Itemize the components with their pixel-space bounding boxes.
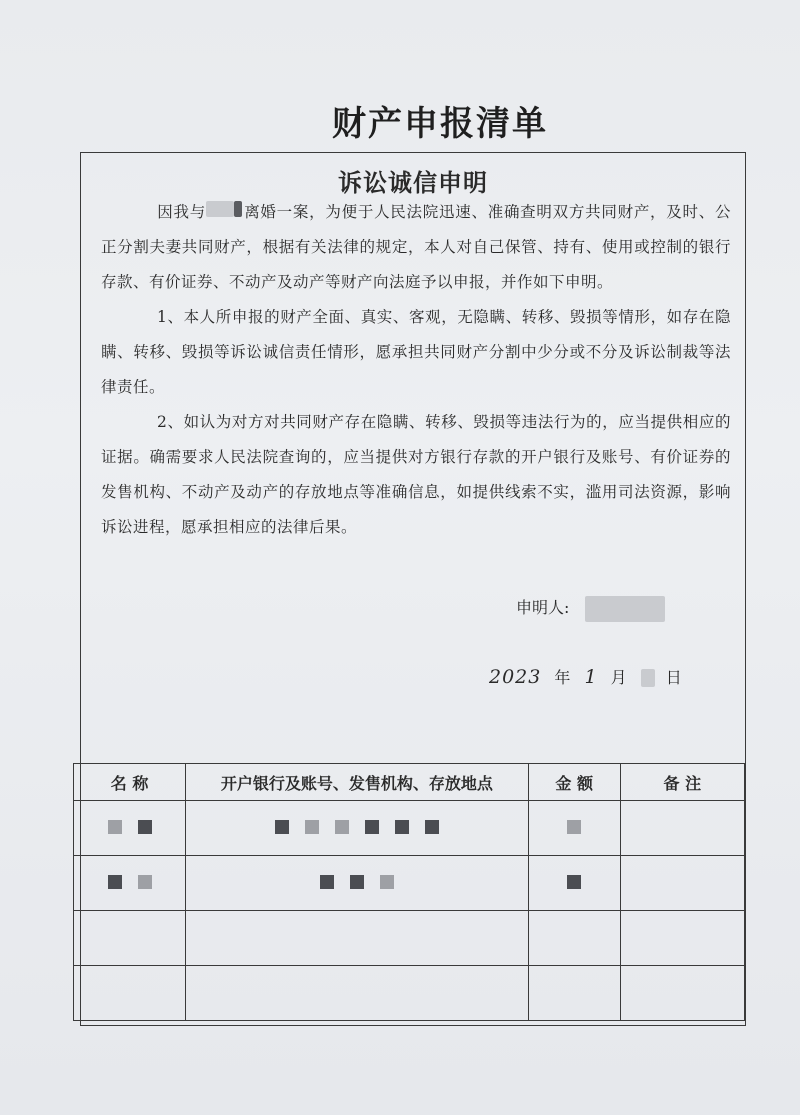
- table-row: [74, 911, 745, 966]
- signer-label: 申明人:: [516, 598, 570, 617]
- table-cell: [528, 966, 620, 1021]
- redacted-cell: [528, 801, 620, 856]
- table-row: [74, 856, 745, 911]
- redacted-cell: [186, 856, 529, 911]
- redacted-signature: [585, 596, 665, 622]
- table-cell: [620, 856, 744, 911]
- redacted-cell: [74, 801, 186, 856]
- declaration-subtitle: 诉讼诚信申明: [338, 169, 488, 197]
- table-cell: [620, 966, 744, 1021]
- redacted-name: [206, 201, 234, 217]
- paragraph-clause-2: [101, 405, 731, 545]
- table-header-row: [74, 764, 745, 801]
- paragraph-intro: [101, 195, 731, 300]
- intro-text: 离婚一案，为便于人民法院迅速、准确查明双方共同财产，及时、公正分割夫妻共同财产，根据有关法律的规定，本人对自己保管、持有、使用或控制的银行存款、有价证券、不动产及动产等财产向法庭予以申报，并作如下申明。: [101, 203, 731, 291]
- table-cell: [186, 911, 529, 966]
- signature-date: [489, 665, 683, 688]
- date-month-unit: 月: [610, 668, 628, 687]
- date-month: 1: [584, 666, 598, 688]
- date-day-unit: 日: [665, 668, 683, 687]
- redacted-name-mark: [234, 201, 242, 217]
- table-cell: [620, 801, 744, 856]
- clause-1-text: 1、本人所申报的财产全面、真实、客观，无隐瞒、转移、毁损等情形，如存在隐瞒、转移、毁损等诉讼诚信责任情形，愿承担共同财产分割中少分或不分及诉讼制裁等法律责任。: [101, 308, 731, 396]
- redacted-cell: [186, 801, 529, 856]
- asset-table: [73, 763, 745, 1021]
- paragraph-clause-1: [101, 300, 731, 405]
- redacted-cell: [528, 856, 620, 911]
- date-year: 2023: [489, 666, 542, 688]
- redacted-cell: [74, 856, 186, 911]
- table-cell: [620, 911, 744, 966]
- declaration-frame: [80, 152, 746, 1026]
- clause-2-text: 2、如认为对方对共同财产存在隐瞒、转移、毁损等违法行为的，应当提供相应的证据。确需要求人民法院查询的，应当提供对方银行存款的开户银行及账号、有价证券的发售机构、不动产及动产的存放地点等准确信息，如提供线索不实，滥用司法资源，影响诉讼进程，愿承担相应的法律后果。: [101, 413, 731, 536]
- table-cell: [74, 966, 186, 1021]
- redacted-day: [641, 669, 655, 687]
- intro-prefix: 因我与: [157, 203, 206, 221]
- date-year-unit: 年: [554, 668, 572, 687]
- table-row: [74, 801, 745, 856]
- table-cell: [74, 911, 186, 966]
- table-cell: [528, 911, 620, 966]
- header-remarks: 备 注: [620, 764, 744, 801]
- table-cell: [186, 966, 529, 1021]
- signer-line: [516, 595, 665, 622]
- header-account-location: 开户银行及账号、发售机构、存放地点: [186, 764, 529, 801]
- header-amount: 金 额: [528, 764, 620, 801]
- header-name: 名 称: [74, 764, 186, 801]
- document-title: 财产申报清单: [332, 104, 548, 144]
- table-row: [74, 966, 745, 1021]
